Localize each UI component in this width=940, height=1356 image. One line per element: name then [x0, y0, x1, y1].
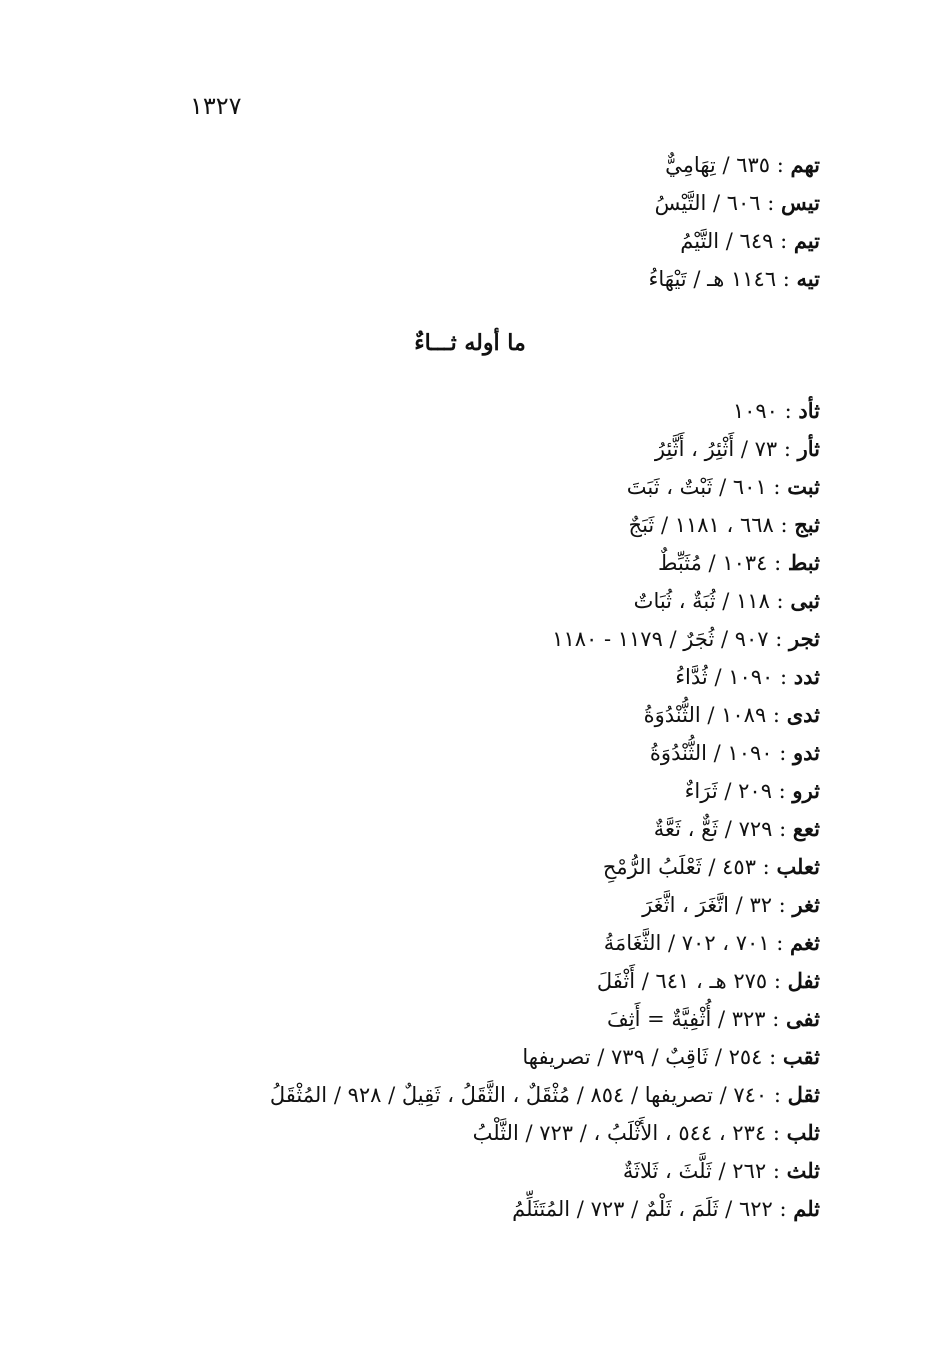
entry-root: ثلث: [786, 1158, 820, 1183]
dictionary-entry: [100, 696, 820, 734]
entry-text: : ٦٣٥ / تِهَامِيٌّ: [665, 153, 791, 177]
dictionary-entry: [100, 1152, 820, 1190]
dictionary-entry: [100, 1038, 820, 1076]
entry-text: : ١٠٨٩ / الثُّنْدُوَةُ: [643, 703, 787, 727]
dictionary-entry: [100, 392, 820, 430]
dictionary-entry: [100, 962, 820, 1000]
entry-text: : ٢٧٥ هـ ، ٦٤١ / أَثْفَلَ: [596, 969, 788, 993]
entry-text: : ٣٢٣ / أُثْفِيَّةٌ = أَثِفَ: [607, 1007, 787, 1031]
dictionary-entry: [100, 848, 820, 886]
entry-text: : ٢٦٢ / ثَلَّثَ ، ثَلاثَةٌ: [622, 1159, 787, 1183]
main-entry-list: [100, 392, 820, 1228]
dictionary-entry: [100, 222, 820, 260]
entry-root: ثقب: [782, 1044, 820, 1069]
entry-root: ثدى: [786, 702, 820, 727]
entry-root: ثرو: [792, 778, 820, 803]
entry-root: ثعع: [792, 816, 820, 841]
entry-root: ثلب: [786, 1120, 820, 1145]
entry-root: ثبى: [790, 588, 820, 613]
entry-root: ثبط: [787, 550, 820, 575]
entry-root: ثدد: [793, 664, 820, 689]
dictionary-entry: [100, 924, 820, 962]
entry-text: : ٢٥٤ / ثَاقِبٌ / ٧٣٩ / تصريفها: [522, 1045, 783, 1069]
entry-root: ثبت: [787, 474, 820, 499]
entry-root: ثلم: [793, 1196, 820, 1221]
entry-text: : ١١٤٦ هـ / تَيْهَاءُ: [648, 267, 797, 291]
dictionary-entry: [100, 658, 820, 696]
entry-text: : ٣٢ / اتَّغَرَ ، اثَّغَرَ: [642, 893, 793, 917]
entry-text: : ٧٢٩ / ثَعٌّ ، ثَعَّةٌ: [653, 817, 793, 841]
entry-text: : ٧٠١ ، ٧٠٢ / الثَّغَامَةُ: [603, 931, 791, 955]
entry-text: : ٧٤٠ / تصريفها / ٨٥٤ / مُثْقَلٌ ، الثَّقَلُ ، ثَقِيلٌ / ٩٢٨ / المُثْقَلُ: [269, 1083, 788, 1107]
entry-root: ثأد: [798, 398, 820, 423]
dictionary-entry: [100, 1190, 820, 1228]
entry-text: : ٦٤٩ / التَّيْمُ: [680, 229, 794, 253]
entry-root: ثجر: [789, 626, 820, 651]
entry-root: ثغر: [792, 892, 820, 917]
dictionary-entry: [100, 146, 820, 184]
dictionary-entry: [100, 772, 820, 810]
entry-root: ثعلب: [776, 854, 820, 879]
entry-root: ثقل: [787, 1082, 820, 1107]
dictionary-entry: [100, 506, 820, 544]
entry-text: : ١٠٩٠: [732, 399, 799, 423]
entry-root: ثبج: [794, 512, 820, 537]
entry-root: تيم: [793, 228, 820, 253]
entry-root: تهم: [790, 152, 820, 177]
dictionary-entry: [100, 468, 820, 506]
dictionary-entry: [100, 1076, 820, 1114]
dictionary-entry: [100, 810, 820, 848]
entry-text: : ٦٠١ / ثَبْتٌ ، ثَبَتَ: [626, 475, 788, 499]
dictionary-entry: [100, 1114, 820, 1152]
dictionary-entry: [100, 620, 820, 658]
entry-text: : ٩٠٧ / ثُجَرٌ / ١١٧٩ - ١١٨٠: [552, 627, 789, 651]
entry-text: : ٦٠٦ / التَّيْسُ: [654, 191, 782, 215]
top-entry-list: [100, 146, 820, 298]
section-heading: [0, 330, 940, 356]
dictionary-entry: [100, 886, 820, 924]
entry-root: ثأر: [797, 436, 820, 461]
entry-root: تيه: [796, 266, 820, 291]
dictionary-entry: [100, 544, 820, 582]
entry-text: : ٧٣ / أَثْئِرُ ، أَثَّئِرُ: [654, 437, 798, 461]
dictionary-entry: [100, 582, 820, 620]
entry-text: : ١٠٩٠ / الثُّنْدُوَةُ: [649, 741, 793, 765]
entry-root: ثغم: [790, 930, 820, 955]
dictionary-entry: [100, 260, 820, 298]
entry-text: : ١٠٩٠ / ثُدَّاءُ: [675, 665, 794, 689]
section-heading-text: ما أوله ثـــاءٌ: [414, 330, 526, 356]
entry-text: : ٦٦٨ ، ١١٨١ / ثَبَجٌ: [628, 513, 795, 537]
entry-text: : ١٠٣٤ / مُثَبِّطٌ: [658, 551, 788, 575]
entry-root: ثفل: [787, 968, 820, 993]
entry-text: : ١١٨ / ثُبَةٌ ، ثُبَاتٌ: [633, 589, 791, 613]
page-number: ١٣٢٧: [190, 92, 242, 120]
dictionary-entry: [100, 734, 820, 772]
dictionary-entry: [100, 430, 820, 468]
entry-text: : ٢٣٤ ، ٥٤٤ ، الأَثْلَبُ ، / ٧٢٣ / الثَّلْبُ: [472, 1121, 787, 1145]
entry-text: : ٢٠٩ / ثَرَاءٌ: [684, 779, 793, 803]
entry-text: : ٦٢٢ / ثَلَمَ ، ثَلْمٌ / ٧٢٣ / المُتَثَلِّمُ: [512, 1197, 794, 1221]
dictionary-entry: [100, 1000, 820, 1038]
entry-text: : ٤٥٣ / ثَعْلَبُ الرُّمْحِ: [602, 855, 777, 879]
entry-root: تيس: [781, 190, 820, 215]
entry-root: ثدو: [792, 740, 820, 765]
entry-root: ثفى: [786, 1006, 820, 1031]
dictionary-entry: [100, 184, 820, 222]
